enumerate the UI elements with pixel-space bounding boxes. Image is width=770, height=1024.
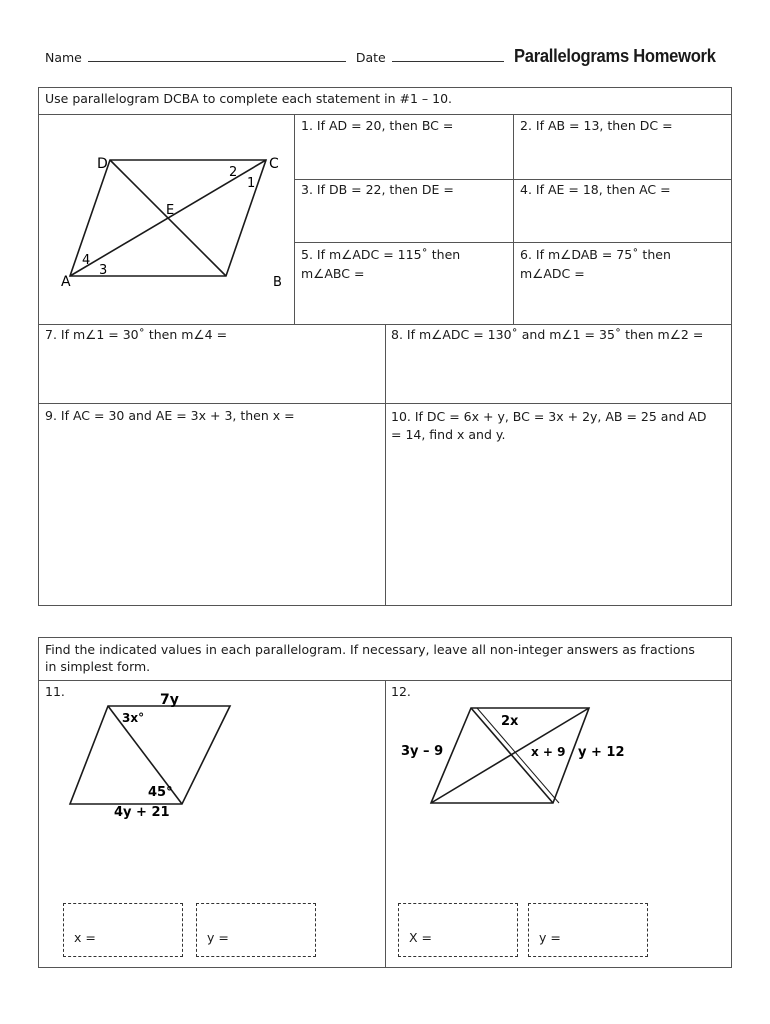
question-10: 10. If DC = 6x + y, BC = 3x + 2y, AB = 25 and AD = 14, find x and y. (391, 409, 707, 442)
angle-4-label: 4 (82, 253, 91, 268)
question-9: 9. If AC = 30 and AE = 3x + 3, then x = (45, 408, 295, 423)
question-3: 3. If DB = 22, then DE = (301, 182, 454, 197)
answer-box-11-y[interactable] (196, 903, 316, 957)
name-field[interactable] (88, 61, 346, 62)
angle-2-label: 2 (229, 165, 238, 180)
parallelogram-dcba-figure (40, 116, 292, 322)
name-label: Name (45, 50, 82, 65)
vertex-b-label: B (273, 275, 282, 290)
label-7y: 7y (160, 692, 179, 708)
question-6: 6. If m∠DAB = 75˚ then m∠ADC = (520, 247, 671, 281)
header (45, 50, 504, 65)
divider (513, 114, 514, 324)
label-4y-21: 4y + 21 (114, 805, 170, 820)
answer-label: X = (409, 930, 433, 945)
section2-instructions: Find the indicated values in each parallelogram. If necessary, leave all non-integer answers as fractions in simplest form. (45, 642, 695, 674)
divider (38, 114, 732, 115)
answer-label: y = (207, 930, 229, 945)
question-4: 4. If AE = 18, then AC = (520, 182, 671, 197)
label-x-9: x + 9 (531, 745, 566, 759)
label-2x: 2x (501, 714, 519, 729)
center-e-label: E (166, 203, 175, 218)
question-2: 2. If AB = 13, then DC = (520, 118, 673, 133)
answer-box-12-y[interactable] (528, 903, 648, 957)
page-title: Parallelograms Homework (514, 46, 716, 66)
vertex-c-label: C (269, 156, 279, 172)
label-3x-angle: 3x° (122, 711, 145, 725)
date-label: Date (355, 50, 386, 65)
divider (294, 179, 732, 180)
problem-11-figure (60, 690, 260, 825)
answer-box-11-x[interactable] (63, 903, 183, 957)
question-7: 7. If m∠1 = 30˚ then m∠4 = (45, 327, 228, 342)
angle-1-label: 1 (247, 176, 256, 191)
vertex-d-label: D (97, 156, 108, 172)
divider (294, 114, 295, 324)
problem-12-number: 12. (391, 684, 411, 699)
divider (38, 403, 732, 404)
divider (385, 324, 386, 606)
question-5: 5. If m∠ADC = 115˚ then m∠ABC = (301, 247, 461, 281)
question-1: 1. If AD = 20, then BC = (301, 118, 454, 133)
problem-12-figure (395, 700, 645, 810)
question-8: 8. If m∠ADC = 130˚ and m∠1 = 35˚ then m∠2 = (391, 327, 704, 342)
answer-box-12-x[interactable] (398, 903, 518, 957)
angle-3-label: 3 (99, 263, 108, 278)
problem-11-number: 11. (45, 684, 65, 699)
label-3y-9: 3y – 9 (401, 744, 444, 759)
vertex-a-label: A (61, 274, 71, 290)
label-45-angle: 45° (148, 785, 173, 800)
section1-instructions: Use parallelogram DCBA to complete each statement in #1 – 10. (45, 91, 453, 106)
date-field[interactable] (392, 61, 504, 62)
label-y-12: y + 12 (578, 745, 625, 760)
divider (385, 680, 386, 968)
answer-label: x = (74, 930, 96, 945)
answer-label: y = (539, 930, 561, 945)
divider (294, 242, 732, 243)
